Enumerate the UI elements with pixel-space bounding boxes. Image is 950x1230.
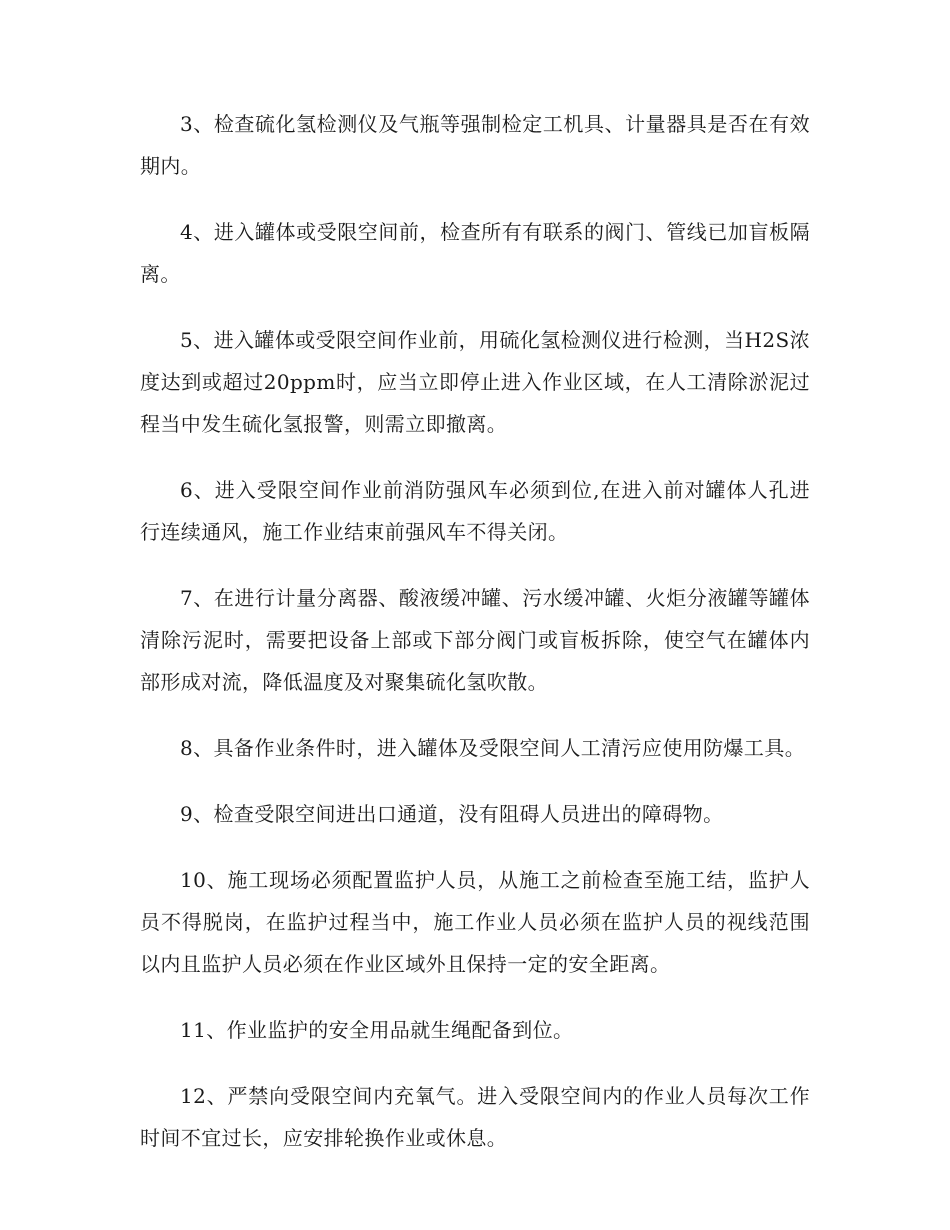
- paragraph-item-12: 12、严禁向受限空间内充氧气。进入受限空间内的作业人员每次工作时间不宜过长，应安排轮换作业或休息。: [140, 1084, 810, 1150]
- paragraph-item-11: 11、作业监护的安全用品就生绳配备到位。: [180, 1018, 574, 1042]
- document-body: [140, 103, 810, 1159]
- paragraph-item-6: 6、进入受限空间作业前消防强风车必须到位,在进入前对罐体人孔进行连续通风，施工作业结束前强风车不得关闭。: [140, 478, 810, 544]
- paragraph-item-7: 7、在进行计量分离器、酸液缓冲罐、污水缓冲罐、火炬分液罐等罐体清除污泥时，需要把设备上部或下部分阀门或盲板拆除，使空气在罐体内部形成对流，降低温度及对聚集硫化氢吹散。: [140, 586, 810, 694]
- paragraph-item-5: 5、进入罐体或受限空间作业前，用硫化氢检测仪进行检测，当H2S浓度达到或超过20ppm时，应当立即停止进入作业区域，在人工清除淤泥过程当中发生硫化氢报警，则需立即撤离。: [140, 328, 810, 436]
- paragraph-item-8: 8、具备作业条件时，进入罐体及受限空间人工清污应使用防爆工具。: [180, 736, 806, 760]
- paragraph-item-10: 10、施工现场必须配置监护人员，从施工之前检查至施工结，监护人员不得脱岗，在监护过程当中，施工作业人员必须在监护人员的视线范围以内且监护人员必须在作业区域外且保持一定的安全距离。: [140, 868, 810, 976]
- paragraph-item-3: 3、检查硫化氢检测仪及气瓶等强制检定工机具、计量器具是否在有效期内。: [140, 112, 810, 178]
- paragraph-item-9: 9、检查受限空间进出口通道，没有阻碍人员进出的障碍物。: [180, 802, 724, 826]
- paragraph-item-4: 4、进入罐体或受限空间前，检查所有有联系的阀门、管线已加盲板隔离。: [140, 220, 810, 286]
